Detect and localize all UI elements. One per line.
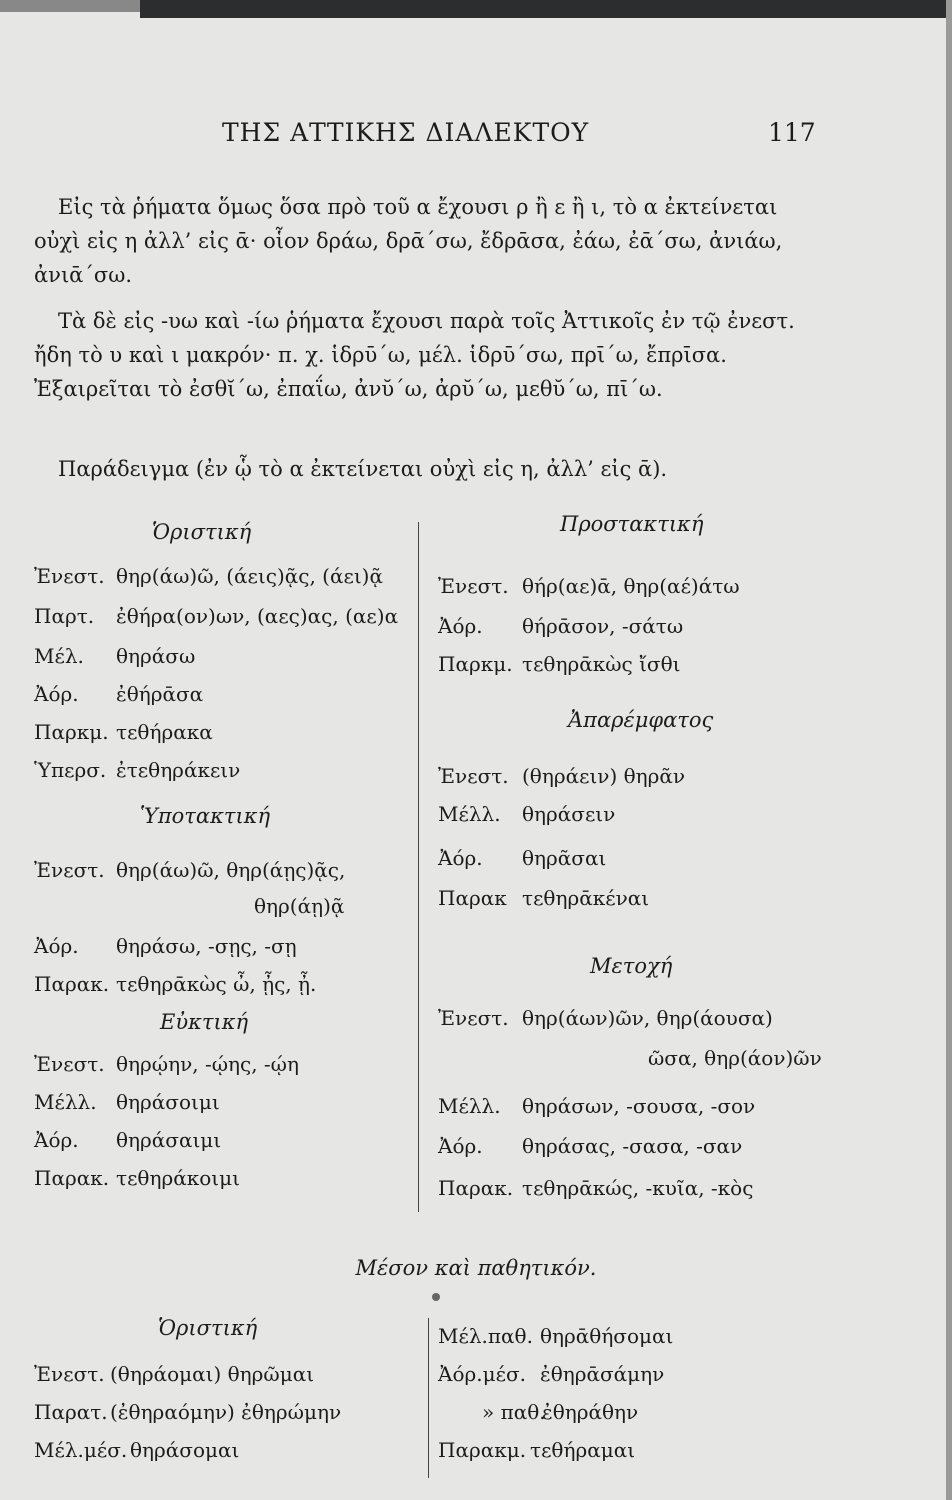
tense-label: Μέλλ. bbox=[438, 1094, 501, 1118]
verb-form: ἐτεθηράκειν bbox=[116, 758, 241, 782]
verb-form: (ἐθηραόμην) ἐθηρώμην bbox=[110, 1400, 342, 1424]
conj-row bbox=[438, 1176, 753, 1200]
tense-label: Παρακ. bbox=[34, 972, 110, 996]
column-divider-lower bbox=[428, 1318, 429, 1478]
verb-form: τεθηρᾱκώς, -κυῖα, -κὸς bbox=[522, 1176, 754, 1200]
verb-form: ῶσα, θηρ(άον)ῶν bbox=[648, 1046, 822, 1070]
verb-form: θηράσειν bbox=[522, 802, 616, 826]
verb-form: ἐθηρᾱσάμην bbox=[540, 1362, 665, 1386]
tense-label: Ἀόρ.μέσ. bbox=[438, 1362, 526, 1386]
conj-row bbox=[34, 604, 398, 628]
conj-row bbox=[438, 764, 685, 788]
aparemfatos-heading: Ἀπαρέμφατος bbox=[568, 708, 714, 732]
conj-row bbox=[34, 1166, 240, 1190]
tense-label: Παρκμ. bbox=[34, 720, 109, 744]
conj-row bbox=[34, 720, 213, 744]
verb-form: θηράσω, -σῃς, -σῃ bbox=[116, 934, 297, 958]
verb-form: (θηράομαι) θηρῶμαι bbox=[110, 1362, 315, 1386]
verb-form: τεθηράκοιμι bbox=[116, 1166, 240, 1190]
tense-label: Ὑπερσ. bbox=[34, 758, 107, 782]
column-divider bbox=[418, 522, 419, 1212]
paragraph-example: Παράδειγμα (ἐν ᾧ τὸ α ἐκτείνεται οὐχὶ εἰς η, ἀλλ’ εἰς ᾱ). bbox=[58, 457, 668, 481]
conj-row bbox=[438, 614, 683, 638]
tense-label: Ἐνεστ. bbox=[34, 564, 105, 588]
conj-row bbox=[438, 886, 649, 910]
tense-label: Μέλ.μέσ. bbox=[34, 1438, 128, 1462]
middle-oristike-heading: Ὁριστική bbox=[158, 1316, 258, 1340]
verb-form: τεθήραμαι bbox=[530, 1438, 636, 1462]
verb-form: θηρ(άῃ)ᾷ bbox=[254, 894, 345, 918]
tense-label: Παρκμ. bbox=[438, 652, 513, 676]
conj-row bbox=[34, 1128, 221, 1152]
verb-form: θηράσω bbox=[116, 644, 196, 668]
verb-form: (θηράειν) θηρᾶν bbox=[522, 764, 686, 788]
tense-label: Ἀόρ. bbox=[34, 682, 79, 706]
conj-row bbox=[34, 858, 345, 882]
tense-label: Μέλλ. bbox=[34, 1090, 97, 1114]
verb-form: ἐθήρᾱσα bbox=[116, 682, 204, 706]
verb-form: θηράσοιμι bbox=[116, 1090, 220, 1114]
tense-label: Μέλ. bbox=[34, 644, 84, 668]
conj-row bbox=[438, 1134, 742, 1158]
verb-form: ἐθηράθην bbox=[542, 1400, 639, 1424]
tense-label: Ἐνεστ. bbox=[438, 1006, 509, 1030]
conj-row bbox=[34, 1362, 314, 1386]
verb-form: θηράσων, -σουσα, -σον bbox=[522, 1094, 756, 1118]
hypotaktike-heading: Ὑποτακτική bbox=[140, 804, 271, 828]
metoche-heading: Μετοχή bbox=[590, 954, 673, 978]
tense-label: Παρτ. bbox=[34, 604, 95, 628]
oristike-heading: Ὁριστική bbox=[152, 520, 252, 544]
conj-row bbox=[482, 1400, 638, 1424]
tense-label: Ἐνεστ. bbox=[438, 574, 509, 598]
conj-row bbox=[438, 802, 615, 826]
conj-row bbox=[34, 682, 203, 706]
conj-row bbox=[438, 1324, 673, 1348]
tense-label: Ἀόρ. bbox=[438, 614, 483, 638]
verb-form: θηρᾱθήσομαι bbox=[540, 1324, 674, 1348]
tense-label: Παρατ. bbox=[34, 1400, 108, 1424]
conj-row bbox=[254, 894, 344, 918]
verb-form: θηρ(άω)ῶ, (άεις)ᾷς, (άει)ᾷ bbox=[116, 564, 383, 588]
conj-row bbox=[34, 1090, 220, 1114]
tense-label: Ἀόρ. bbox=[438, 846, 483, 870]
conj-row bbox=[34, 934, 297, 958]
verb-form: τεθηρᾱκέναι bbox=[522, 886, 650, 910]
euktike-heading: Εὐκτική bbox=[160, 1010, 249, 1034]
verb-form: τεθήρακα bbox=[116, 720, 213, 744]
tense-label: Ἀόρ. bbox=[438, 1134, 483, 1158]
conj-row bbox=[34, 758, 240, 782]
page-number: 117 bbox=[768, 118, 816, 147]
verb-form: θηρᾶσαι bbox=[522, 846, 607, 870]
conj-row bbox=[438, 1438, 635, 1462]
verb-form: τεθηρᾱκὼς ἴσθι bbox=[522, 652, 681, 676]
conj-row bbox=[34, 1400, 341, 1424]
verb-form: θήρ(αε)ᾱ, θηρ(αέ)άτω bbox=[522, 574, 740, 598]
paragraph-2: Τὰ δὲ εἰς -υω καὶ -ίω ῥήματα ἔχουσι παρὰ τοῖς Ἀττικοῖς ἐν τῷ ἐνεστ. ἤδη τὸ υ καὶ ι μακρόν· π. χ. ἱδρῡ΄ω, μέλ. ἱδρῡ΄σω, πρῑ΄ω, ἔπρῑσα. Ἐξαιρεῖται τὸ ἐσθῐ΄ω, ἐπαΐω, ἀνῠ΄ω, ἀρῠ΄ω, μεθῠ΄ω, πῑ΄ω. bbox=[34, 309, 795, 401]
tense-label: Παρακμ. bbox=[438, 1438, 527, 1462]
tense-label: Παρακ bbox=[438, 886, 507, 910]
scan-edge bbox=[0, 0, 150, 12]
tense-label: Ἐνεστ. bbox=[438, 764, 509, 788]
scan-binding-edge bbox=[140, 0, 952, 18]
tense-label: Ἐνεστ. bbox=[34, 1052, 105, 1076]
verb-form: θηρ(άω)ῶ, θηρ(άῃς)ᾷς, bbox=[116, 858, 346, 882]
tense-label: Παρακ. bbox=[438, 1176, 514, 1200]
conj-row bbox=[34, 1438, 239, 1462]
verb-form: θηρῴην, -ῴης, -ῴη bbox=[116, 1052, 299, 1076]
tense-label: Ἀόρ. bbox=[34, 934, 79, 958]
tense-label: Μέλλ. bbox=[438, 802, 501, 826]
verb-form: θηράσας, -σασα, -σαν bbox=[522, 1134, 743, 1158]
verb-form: ἐθήρα(ον)ων, (αες)ας, (αε)α bbox=[116, 604, 399, 628]
verb-form: θηράσομαι bbox=[130, 1438, 240, 1462]
conj-row bbox=[438, 574, 740, 598]
conj-row bbox=[648, 1046, 822, 1070]
conj-row bbox=[34, 1052, 299, 1076]
tense-label: Ἐνεστ. bbox=[34, 1362, 105, 1386]
tense-label: Ἐνεστ. bbox=[34, 858, 105, 882]
conj-row bbox=[34, 564, 383, 588]
paragraph-1: Εἰς τὰ ῥήματα ὅμως ὅσα πρὸ τοῦ α ἔχουσι ρ ἢ ε ἢ ι, τὸ α ἐκτείνεται οὐχὶ εἰς η ἀλλ’ εἰς ᾱ· οἷον δράω, δρᾱ΄σω, ἔδρᾱσα, ἐάω, ἐᾱ΄σω, ἀνιάω, ἀνιᾱ΄σω. bbox=[34, 195, 783, 287]
verb-form: θήρᾱσον, -σάτω bbox=[522, 614, 684, 638]
conj-row bbox=[438, 846, 606, 870]
tense-label: Παρακ. bbox=[34, 1166, 110, 1190]
verb-form: θηρ(άων)ῶν, θηρ(άουσα) bbox=[522, 1006, 773, 1030]
tense-label: Μέλ.παθ. bbox=[438, 1324, 533, 1348]
verb-form: τεθηρᾱκὼς ὦ, ᾖς, ᾖ. bbox=[116, 972, 317, 996]
conj-row bbox=[438, 1006, 773, 1030]
tense-label: » παθ. bbox=[482, 1400, 546, 1424]
conj-row bbox=[438, 1094, 755, 1118]
conj-row bbox=[34, 644, 195, 668]
header-title: ΤΗΣ ΑΤΤΙΚΗΣ ΔΙΑΛΕΚΤΟΥ bbox=[222, 118, 590, 147]
section-heading-middle-passive: Μέσον καὶ παθητικόν. bbox=[355, 1256, 597, 1280]
verb-form: θηράσαιμι bbox=[116, 1128, 222, 1152]
conj-row bbox=[34, 972, 316, 996]
ink-dot bbox=[432, 1293, 440, 1301]
conj-row bbox=[438, 652, 680, 676]
tense-label: Ἀόρ. bbox=[34, 1128, 79, 1152]
running-header bbox=[0, 118, 952, 154]
prostaktike-heading: Προστακτική bbox=[560, 512, 704, 536]
conj-row bbox=[438, 1362, 664, 1386]
